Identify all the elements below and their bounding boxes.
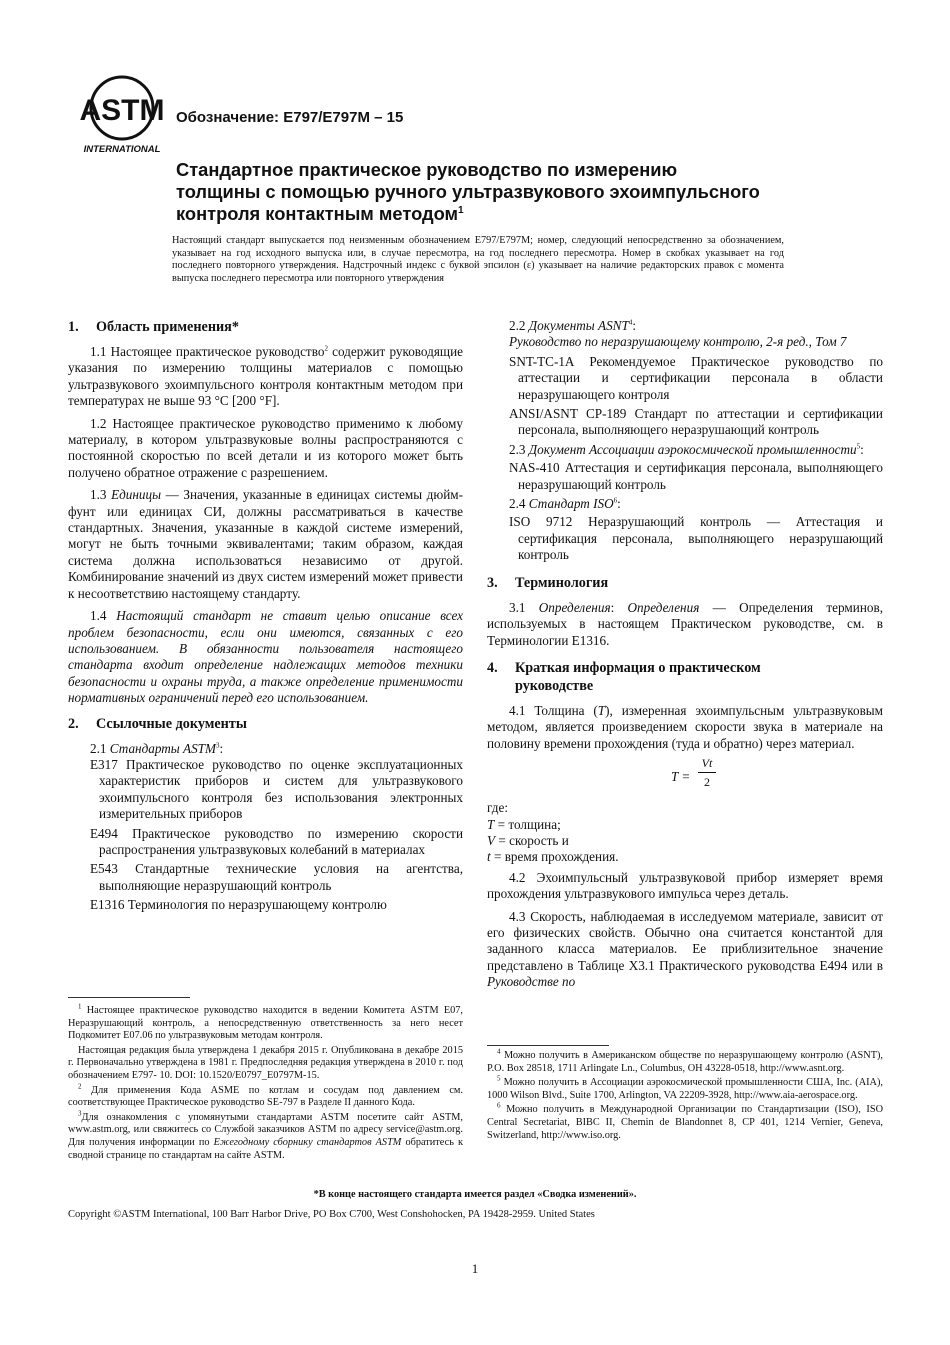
footnote-rule-left: [68, 997, 190, 998]
para-2-4: 2.4 Стандарт ISO$^6$:: [509, 496, 621, 512]
para-3-1: 3.1 Определения: Определения — Определения терминов, используемых в настоящем Практическом руководстве, см. в Терминологии E1316.: [487, 599, 883, 648]
astm-logo: [78, 74, 170, 156]
ref-e494: E494 Практическое руководство по измерению скорости распространения ультразвуковых колебаний в материалах: [90, 825, 463, 857]
para-1-4: 1.4 Настоящий стандарт не ставит целью описание всех проблем безопасности, если они имеются, связанных с его использованием. В обязанности пользователя настоящего стандарта входит определение надлежащих методов техники безопасности и охраны труда, а также определение применимости нормативных ограничений перед его использованием.: [68, 608, 464, 706]
title-line-2: толщины с помощью ручного ультразвукового эхоимпульсного: [176, 181, 760, 202]
designation: Обозначение: E797/E797M – 15: [176, 109, 404, 126]
ref-e1316: E1316 Терминология по неразрушающему контролю: [90, 897, 387, 913]
asnt-guide: Руководство по неразрушающему контролю, 2-я ред., Том 7: [509, 334, 847, 350]
logo-subtext: INTERNATIONAL: [83, 144, 161, 155]
title-line-3: контроля контактным методом$^1$: [176, 203, 464, 224]
para-2-2: 2.2 Документы ASNT$^4$:: [509, 318, 636, 333]
footnote-2: $^2$ Для применения Кода ASME по котлам и сосудам под давлением см. соответствующее Практическое руководство SE-797 в Разделе II данного Кода.: [68, 1082, 463, 1109]
para-4-2: 4.2 Эхоимпульсный ультразвуковой прибор измеряет время прохождения ультразвукового импульса через деталь.: [487, 869, 883, 902]
para-4-1: 4.1 Толщина (T), измеренная эхоимпульсным ультразвуковым методом, является произведением скорости звука в материале на половину времени прохождения (туда и обратно) через материал.: [487, 702, 884, 751]
left-column: [68, 318, 463, 917]
ref-nas-410: NAS-410 Аттестация и сертификация персонала, выполняющего неразрушающий контроль: [509, 460, 883, 492]
footnote-4: $^4$ Можно получить в Американском обществе по неразрушающему контролю (ASNT), P.O. Box 28518, 1711 Arlingate Ln., Columbus, OH 43228-0518, http://www.asnt.org.: [487, 1047, 883, 1074]
para-4-3: 4.3 Скорость, наблюдаемая в исследуемом материале, зависит от его физических свойств. Обычно она считается константой для заданного класса материалов. Ее приблизительное значение представлено в Таблице X3.1 Практического руководства E494 или в Руководстве по: [487, 908, 883, 990]
footnote-6: $^6$ Можно получить в Международной Организации по Стандартизации (ISO), ISO Central Secretariat, BIBC II, Chemin de Blandonnet 8, CP 401, 1214 Vernier, Geneva, Switzerland, http://www.iso.org.: [487, 1101, 884, 1141]
section-1-heading: 1. Область применения*: [68, 319, 239, 335]
title-line-1: Стандартное практическое руководство по измерению: [176, 159, 678, 180]
where-label: где:: [487, 800, 508, 816]
page-number: 1: [471, 1261, 479, 1276]
def-V: V = скорость и: [487, 832, 569, 848]
astm-logo-icon: [78, 74, 170, 156]
footnote-rule-right: [487, 1045, 609, 1046]
intro-note: Настоящий стандарт выпускается под неизменным обозначением E797/E797M; номер, следующий непосредственно за обозначением, указывает на год исходного выпуска или, в случае пересмотра, на год последнего пересмотра. Номер в скобках указывает на год последнего повторного утверждения. Надстрочный индекс с буквой эпсилон (ε) указывает на наличие редакторских правок с момента выпуска последнего пересмотра или повторного утверждения: [172, 235, 784, 284]
def-t: t = время прохождения.: [487, 849, 619, 865]
right-column: [487, 318, 883, 997]
ref-cp-189: ANSI/ASNT CP-189 Стандарт по аттестации и сертификации персонала, выполняющего неразрушающий контроль: [509, 406, 883, 438]
summary-note: *В конце настоящего стандарта имеется раздел «Сводка изменений».: [313, 1189, 637, 1200]
para-2-1: 2.1 Стандарты ASTM$^3$:: [90, 740, 224, 756]
document-title: [176, 159, 836, 225]
para-1-1: 1.1 Настоящее практическое руководство$^2$ содержит руководящие указания по измерению толщины материалов с помощью ультразвукового эхоимпульсного контроля контактным методом при температурах не выше 93 °C [200 °F].: [68, 344, 463, 409]
def-T: T = толщина;: [487, 816, 561, 832]
footnotes-right: [487, 1047, 884, 1144]
section-4-heading: 4. Краткая информация о практическом руководстве: [487, 659, 761, 694]
para-1-3: 1.3 Единицы — Значения, указанные в единицах системы дюйм-фунт или единицах СИ, должны рассматриваться в качестве стандартных. Значения, указанные в каждой системе измерений, могут не быть точными эквивалентами; таким образом, каждая система должна использоваться независимо от другой. Комбинирование значений из двух систем измерений может привести к несоответствию настоящему стандарту.: [68, 487, 463, 601]
para-1-2: 1.2 Настоящее практическое руководство применимо к любому материалу, в котором ультразвуковые волны распространяются с постоянной скоростью по всей детали и из которого может быть получено обратное отражение с разрешением.: [68, 415, 463, 480]
section-3-heading: 3. Терминология: [487, 574, 609, 591]
footnote-3: $^3$Для ознакомления с упомянутыми стандартами ASTM посетите сайт ASTM, www.astm.org, или свяжитесь со Службой заказчиков ASTM по адресу service@astm.org. Для получения информации по Ежегодному сборнику стандартов ASTM обратитесь к сводной странице по стандартам на сайте ASTM.: [68, 1109, 463, 1161]
footnote-1: $^1$ Настоящее практическое руководство находится в ведении Комитета ASTM E07, Неразрушающий контроль, а непосредственную ответственность за него несет Подкомитет E07.06 по ультразвуковым методам контроля.: [68, 1002, 463, 1042]
ref-e543: E543 Стандартные технические условия на агентства, выполняющие неразрушающий контроль: [90, 861, 463, 893]
logo-text: ASTM: [79, 94, 165, 127]
footnote-1b: Настоящая редакция была утверждена 1 декабря 2015 г. Опубликована в декабре 2015 г. Первоначально утверждена в 1981 г. Предпоследняя редакция утверждена в 2010 г. под обозначением E797- 10. DOI: 10.1520/E0797_E0797M-15.: [68, 1044, 463, 1081]
thickness-formula: T = Vt 2: [487, 758, 883, 800]
footnote-5: $^5$ Можно получить в Ассоциации аэрокосмической промышленности США, Inc. (AIA), 1000 Wilson Blvd., Suite 1700, Arlington, VA 22209-3928, http://www.aia-aerospace.org.: [487, 1074, 884, 1101]
footnotes-left: [68, 1002, 463, 1164]
copyright: Copyright ©ASTM International, 100 Barr Harbor Drive, PO Box C700, West Conshohocken, PA 19428-2959. United States: [68, 1209, 595, 1220]
para-2-3: 2.3 Документ Ассоциации аэрокосмической промышленности$^5$:: [509, 441, 864, 457]
ref-e317: E317 Практическое руководство по оценке эксплуатационных характеристик приборов и систем для ультразвукового эхоимпульсного контроля без использования электронных измерительных приборов: [90, 756, 463, 822]
ref-iso-9712: ISO 9712 Неразрушающий контроль — Аттестация и сертификация персонала, выполняющего неразрушающий контроль: [509, 514, 883, 563]
section-2-heading: 2. Ссылочные документы: [68, 715, 247, 732]
ref-snt-tc-1a: SNT-TC-1A Рекомендуемое Практическое руководство по аттестации и сертификации персонала в области неразрушающего контроля: [509, 353, 883, 402]
